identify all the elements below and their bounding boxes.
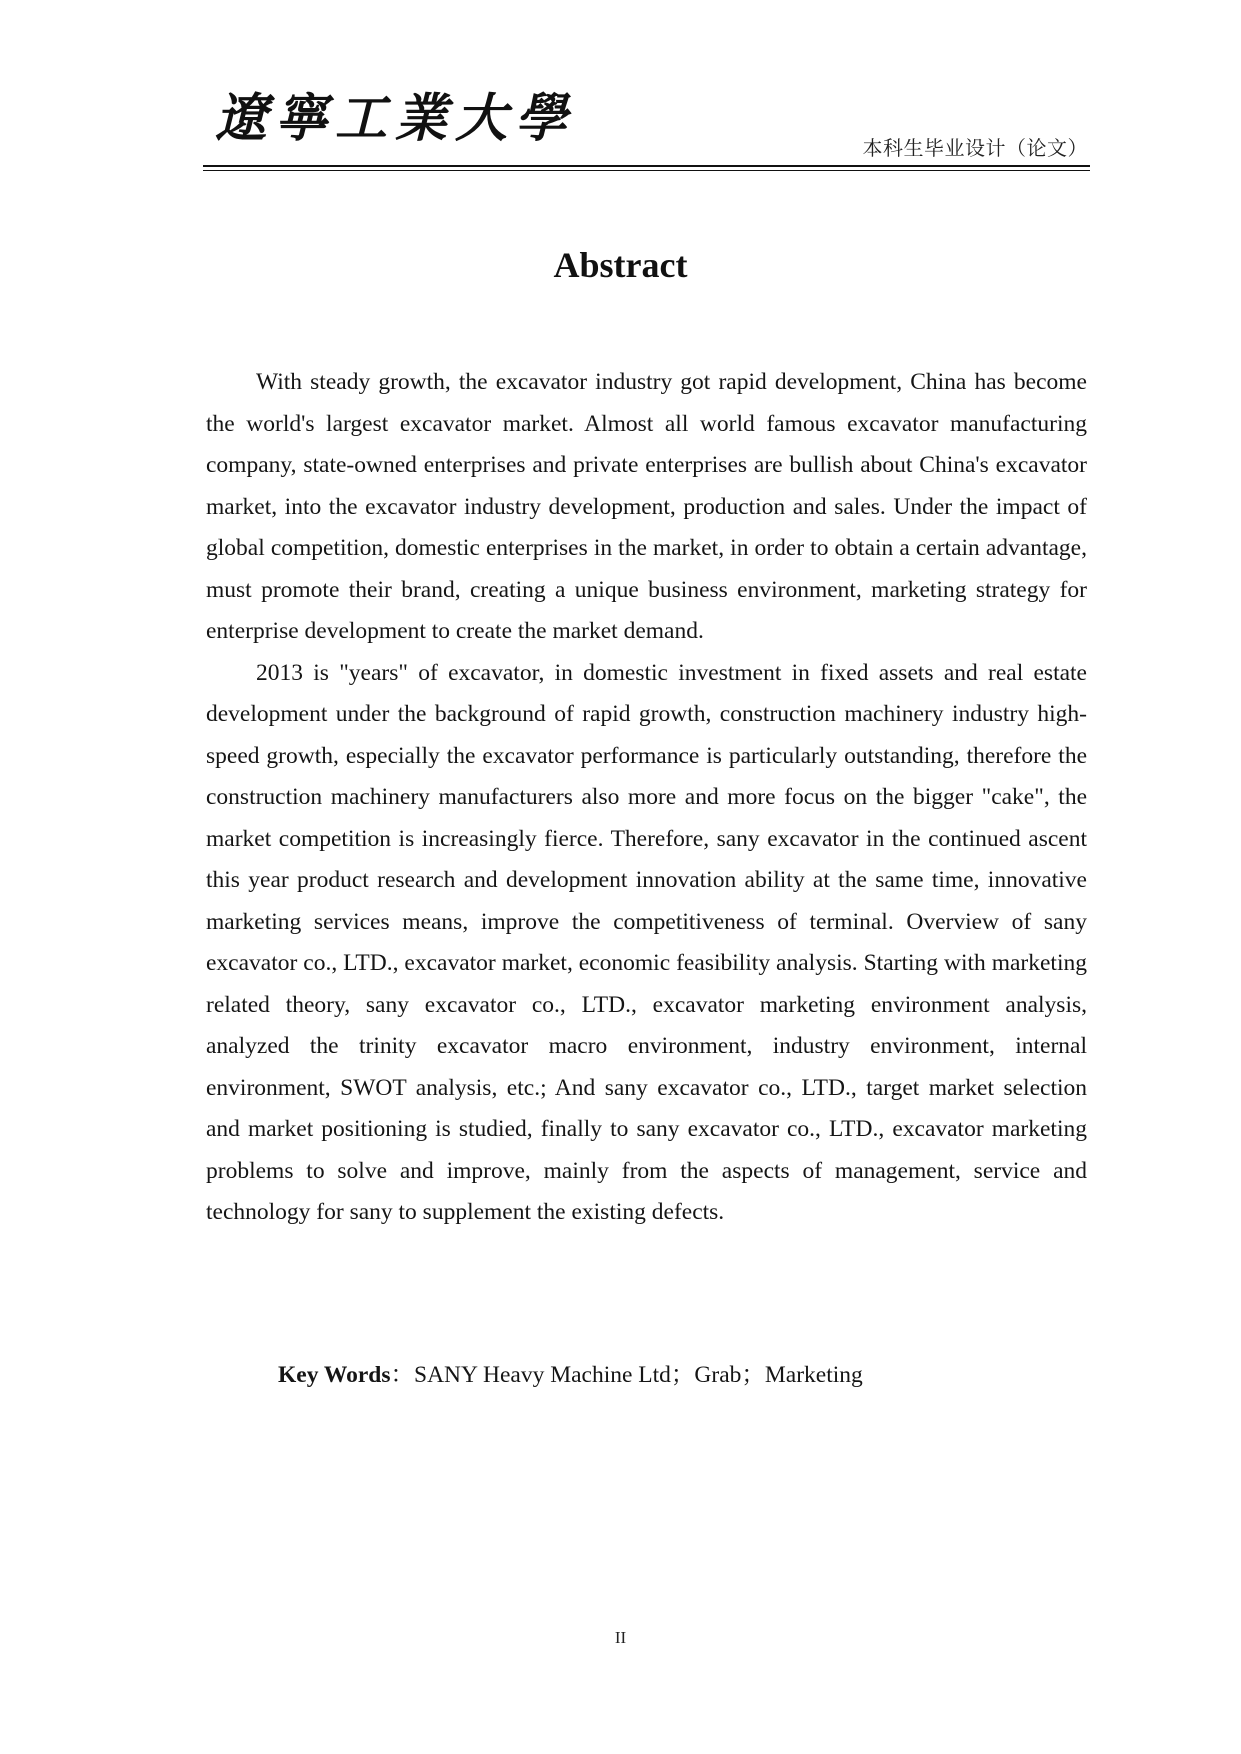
keywords-separator: ： xyxy=(390,1362,415,1388)
header-rule-thick xyxy=(203,165,1090,167)
abstract-paragraph: 2013 is "years" of excavator, in domestic investment in fixed assets and real estate development under the background of rapid growth, construction machinery industry high-speed growth, especially the excavator performance is particularly outstanding, therefore the construction machinery manufacturers also more and more focus on the bigger "cake", the market competition is increasingly fierce. Therefore, sany excavator in the continued ascent this year product research and development innovation ability at the same time, innovative marketing services means, improve the competitiveness of terminal. Overview of sany excavator co., LTD., excavator market, economic feasibility analysis. Starting with marketing related theory, sany excavator co., LTD., excavator marketing environment analysis, analyzed the trinity excavator macro environment, industry environment, internal environment, SWOT analysis, etc.; And sany excavator co., LTD., target market selection and market positioning is studied, finally to sany excavator co., LTD., excavator marketing problems to solve and improve, mainly from the aspects of management, service and technology for sany to supplement the existing defects. xyxy=(206,659,1087,1225)
keywords-value: SANY Heavy Machine Ltd；Grab；Marketing xyxy=(414,1362,863,1388)
header-rule-thin xyxy=(203,170,1090,171)
document-type-label: 本科生毕业设计（论文） xyxy=(862,136,1088,160)
abstract-paragraph: With steady growth, the excavator industry got rapid development, China has become the world's largest excavator market. Almost all world famous excavator manufacturing company, state-owned enterprises and private enterprises are bullish about China's excavator market, into the excavator industry development, production and sales. Under the impact of global competition, domestic enterprises in the market, in order to obtain a certain advantage, must promote their brand, creating a unique business environment, marketing strategy for enterprise development to create the market demand. xyxy=(206,369,1087,644)
keywords-line xyxy=(278,1355,863,1397)
page-header xyxy=(203,70,1090,170)
university-logo xyxy=(213,74,576,154)
keywords-label: Key Words xyxy=(278,1362,391,1388)
abstract-title: Abstract xyxy=(553,245,688,285)
abstract-body xyxy=(206,362,1087,1234)
page-number: II xyxy=(614,1628,627,1647)
svg-text:遼寧工業大學: 遼寧工業大學 xyxy=(215,88,576,149)
